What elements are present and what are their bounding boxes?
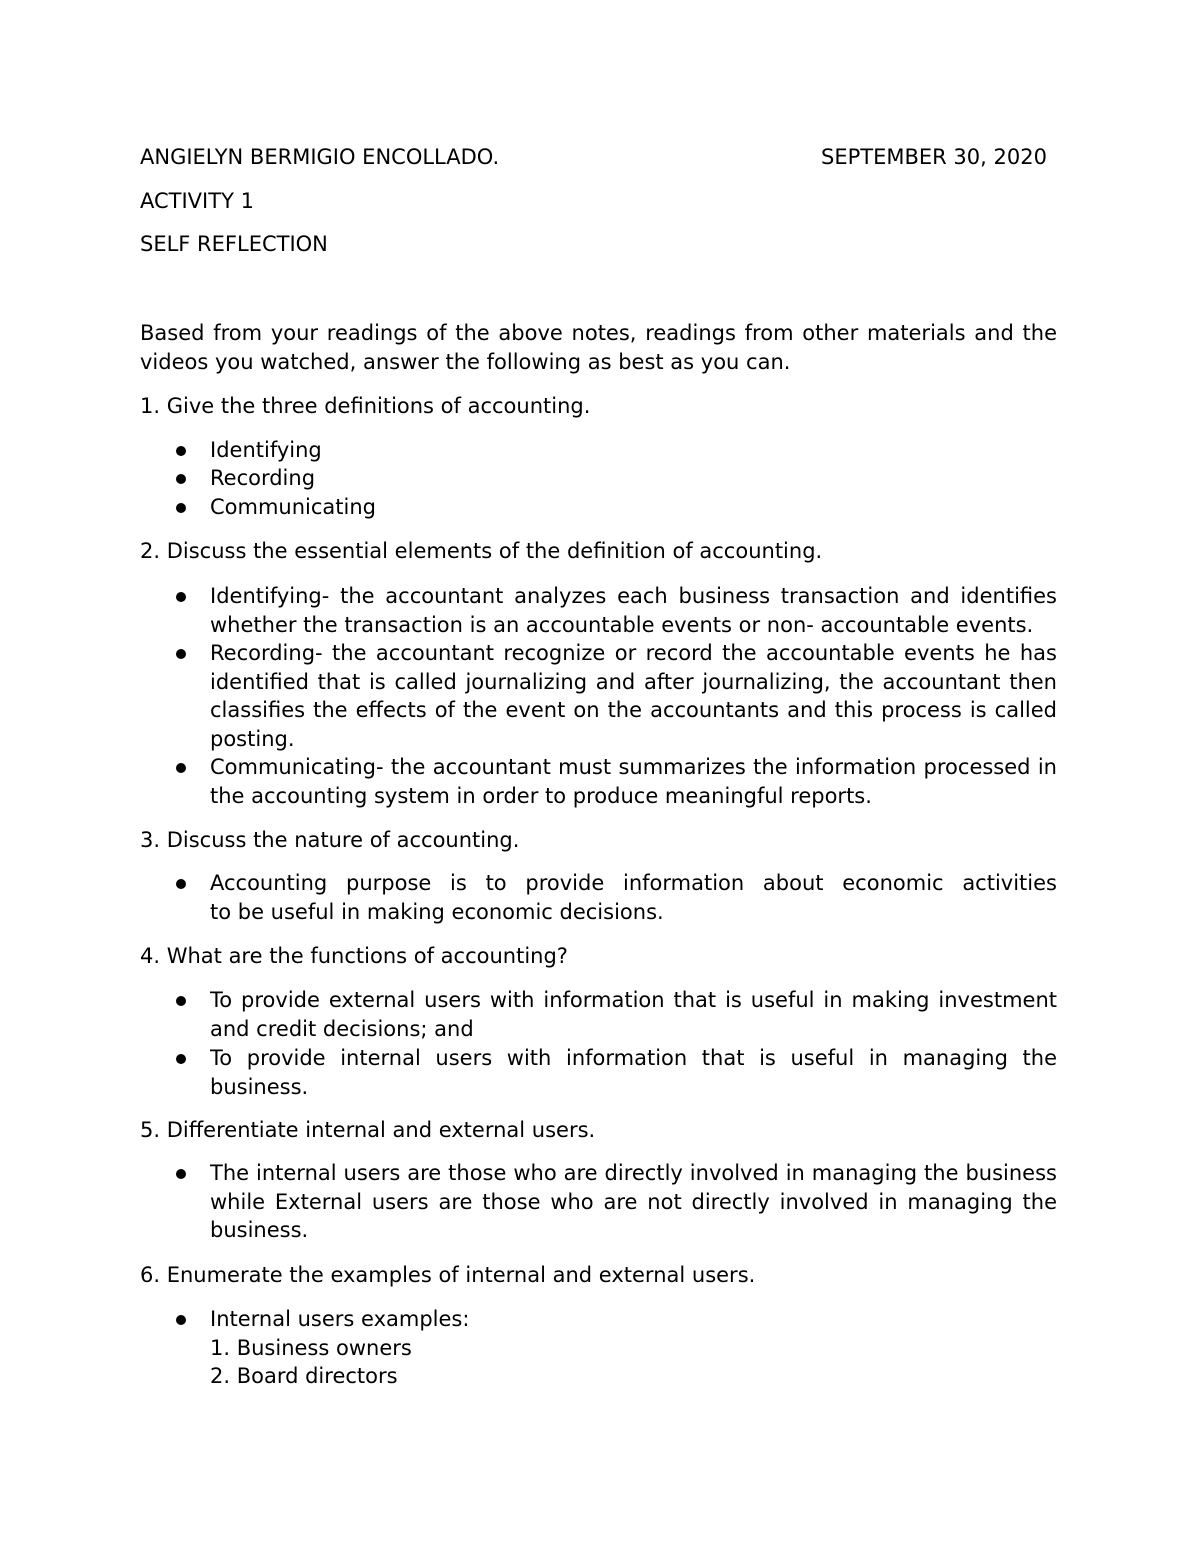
- bullet-icon: [176, 996, 186, 1006]
- answer-paragraph: [210, 869, 1057, 926]
- answer-line: identified that is called journalizing and after journalizing, the accountant then: [210, 669, 1057, 694]
- bullet-icon: [176, 1054, 186, 1064]
- answer-paragraph: [210, 753, 1057, 810]
- bullet-icon: [176, 592, 186, 602]
- author-name: ANGIELYN BERMIGIO ENCOLLADO.: [140, 145, 500, 169]
- bullet-icon: [176, 1169, 186, 1179]
- bullet-icon: [176, 1315, 186, 1325]
- bullet-icon: [176, 649, 186, 659]
- answer-paragraph: [210, 639, 1057, 753]
- answer-line: Communicating- the accountant must summarizes the information processed in: [210, 755, 1057, 779]
- list-item: 1. Business owners: [210, 1336, 412, 1360]
- answer-line: the accounting system in order to produce meaningful reports.: [210, 783, 872, 808]
- answer-line: Recording- the accountant recognize or record the accountable events he has: [210, 641, 1057, 665]
- question-2: 2. Discuss the essential elements of the definition of accounting.: [140, 539, 823, 563]
- answer-paragraph: [210, 582, 1057, 639]
- answer-text: Internal users examples:: [210, 1307, 470, 1331]
- question-5: 5. Differentiate internal and external users.: [140, 1118, 596, 1142]
- question-3: 3. Discuss the nature of accounting.: [140, 828, 520, 852]
- intro-line: videos you watched, answer the following as best as you can.: [140, 350, 791, 374]
- list-item: 2. Board directors: [210, 1364, 398, 1388]
- answer-line: The internal users are those who are directly involved in managing the business: [210, 1161, 1057, 1185]
- answer-line: business.: [210, 1074, 309, 1099]
- answer-line: To provide internal users with information that is useful in managing the: [210, 1046, 1057, 1070]
- answer-line: and credit decisions; and: [210, 1016, 474, 1041]
- answer-text: Recording: [210, 466, 316, 490]
- answer-text: Communicating: [210, 495, 377, 519]
- bullet-icon: [176, 446, 186, 456]
- answer-line: business.: [210, 1218, 309, 1242]
- question-4: 4. What are the functions of accounting?: [140, 944, 568, 968]
- answer-line: To provide external users with information that is useful in making investment: [210, 988, 1057, 1012]
- answer-paragraph: [210, 1159, 1057, 1245]
- bullet-icon: [176, 879, 186, 889]
- question-6: 6. Enumerate the examples of internal and external users.: [140, 1263, 756, 1287]
- answer-line: to be useful in making economic decisions.: [210, 899, 664, 924]
- document-subtitle: SELF REFLECTION: [140, 232, 328, 256]
- answer-line: classifies the effects of the event on the accountants and this process is called: [210, 698, 1057, 722]
- answer-line: Identifying- the accountant analyzes each business transaction and identifies: [210, 584, 1057, 608]
- answer-line: Accounting purpose is to provide information about economic activities: [210, 871, 1057, 895]
- document-date: SEPTEMBER 30, 2020: [821, 145, 1047, 169]
- answer-paragraph: [210, 986, 1057, 1043]
- question-1: 1. Give the three definitions of accounting.: [140, 394, 591, 418]
- bullet-icon: [176, 503, 186, 513]
- answer-line: posting.: [210, 726, 295, 751]
- answer-line: while External users are those who are not directly involved in managing the: [210, 1189, 1057, 1214]
- bullet-icon: [176, 763, 186, 773]
- answer-line: whether the transaction is an accountable events or non- accountable events.: [210, 612, 1034, 637]
- intro-line: Based from your readings of the above notes, readings from other materials and the: [140, 321, 1057, 345]
- answer-text: Identifying: [210, 438, 322, 462]
- bullet-icon: [176, 474, 186, 484]
- answer-paragraph: [210, 1044, 1057, 1101]
- activity-label: ACTIVITY 1: [140, 189, 254, 213]
